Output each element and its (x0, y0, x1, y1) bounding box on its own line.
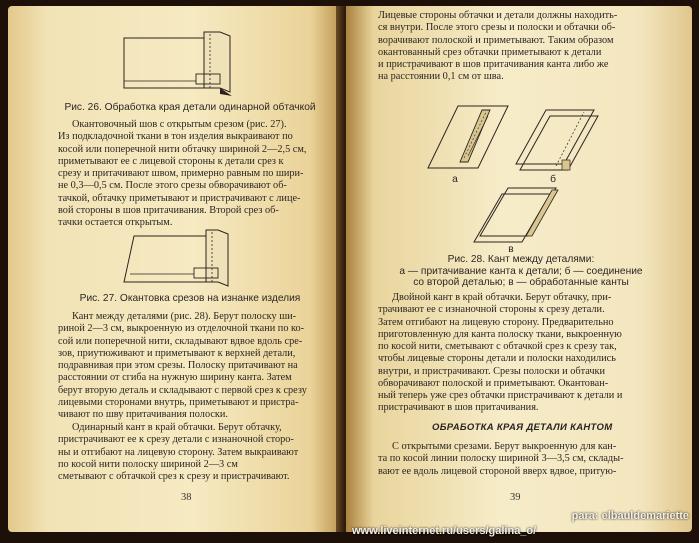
figure-27-drawing (120, 228, 240, 290)
text-line: подравнивая при этом срезы. Полоску притачивают на (58, 360, 298, 371)
section-heading: ОБРАБОТКА КРАЯ ДЕТАЛИ КАНТОМ (432, 422, 613, 433)
text-line: и пристрачивают в шов притачивания канта либо же (378, 59, 609, 70)
text-line: Окантовочный шов с открытым срезом (рис. 27). (72, 119, 287, 130)
figure-28-part-c (474, 188, 558, 242)
text-line: по косой нити, сметывают с обтачкой срез к срезу так, (378, 341, 617, 352)
figure-26-caption: Рис. 26. Обработка края детали одинарной обтачкой (64, 102, 316, 113)
caption-line: Рис. 28. Кант между деталями: (447, 254, 595, 265)
figure-27-caption: Рис. 27. Окантовка срезов на изнанке изделия (79, 293, 301, 304)
text-line: Затем отгибают на лицевую сторону. Предварительно (378, 316, 614, 328)
text-line: окантованный срез обтачки приметывают к детали (378, 46, 602, 58)
text-line: приметывают ее с лицевой стороны к детали срез к (58, 155, 284, 167)
paragraph-piping-between-parts (58, 311, 328, 421)
text-line: зов, приутюживают и приметывают к верхней детали, (58, 347, 296, 359)
figure-28-part-b (516, 110, 598, 170)
figure-28-label-c: в (508, 244, 514, 255)
text-line: Двойной кант в край обтачки. Берут обтачку, при- (392, 292, 612, 303)
text-line: пристрачивают в шов притачивания. (378, 402, 539, 414)
text-line: сой или поперечной нити, складывают вдвое вдоль сре- (58, 335, 303, 347)
text-line: вают ее вдоль лицевой стороной вверх вдвое, притую- (378, 465, 617, 477)
text-line: Одинарный кант в край обтачки. Берут обтачку, (72, 422, 282, 433)
text-line: риной 2—3 см, выкроенную из отделочной ткани по ко- (58, 323, 305, 335)
text-line: срезу и притачивают швом, примерно равным по шири- (58, 168, 304, 179)
figure-28-part-a (428, 106, 508, 168)
text-line: С открытыми срезами. Берут выкроенную для кан- (392, 441, 617, 452)
text-line: на расстоянии 0,1 см от шва. (378, 71, 504, 83)
text-line: ный теперь уже срез обтачки пристрачивают к детали и (378, 390, 623, 401)
text-line: сметывают с обтачкой срез к срезу и пристрачивают. (58, 471, 290, 482)
text-line: та по косой линии полоску шириной 3—3,5 см, склады- (378, 453, 624, 465)
caption-line: а — притачивание канта к детали; б — соединение (399, 265, 643, 277)
figure-28 (416, 100, 626, 248)
text-line: не 0,3—0,5 см. После этого срезы обворачивают об- (58, 180, 287, 192)
text-line: чтобы лицевые стороны детали и полоски находились (378, 353, 616, 365)
text-line: Кант между деталями (рис. 28). Берут полоску ши- (72, 311, 297, 322)
text-line: ворачивают полоской и приметывают. Таким образом (378, 34, 614, 46)
right-page (346, 6, 692, 532)
text-line: обворачивают полоской и приметывают. Окантован- (378, 377, 609, 389)
watermark-url: www.liveinternet.ru/users/galina_o/ (352, 525, 537, 537)
text-line: Лицевые стороны обтачки и детали должны находить- (378, 10, 618, 21)
text-line: по косой нити полоску шириной 2—3 см (58, 458, 238, 470)
paragraph-single-piping (58, 422, 328, 483)
text-line: тачкой, обтачку приметывают и пристрачивают с лице- (58, 192, 301, 204)
text-line: ны и отгибают на лицевую сторону. Затем выкраивают (58, 446, 299, 458)
left-page (8, 6, 344, 532)
figure-28-label-a: а (452, 174, 458, 185)
paragraph-open-edges (378, 441, 656, 478)
paragraph-bound-seam (58, 119, 328, 229)
watermark-credit: para: elbauldemariette (571, 510, 689, 522)
paragraph-double-piping (378, 292, 656, 415)
text-line: косой или поперечной нити обтачку шириной 2—2,5 см, (58, 143, 307, 155)
text-line: ся внутри. После этого срезы и полоски и обтачки об- (378, 22, 616, 34)
paragraph-continued (378, 10, 656, 84)
figure-26 (120, 26, 240, 98)
page-number-left: 38 (181, 492, 192, 503)
page-number-right: 39 (510, 492, 521, 503)
text-line: расстоянии от сгиба на нужную ширину канта. Затем (58, 372, 292, 384)
text-line: берут вторую деталь и складывают с первой срез к срезу (58, 384, 307, 396)
figure-28-caption (392, 254, 650, 289)
figure-27 (120, 228, 240, 290)
figure-28-label-b: б (550, 174, 556, 185)
figure-26-drawing (120, 26, 240, 98)
text-line: внутри, и пристрачивают. Срезы полоски и обтачки (378, 365, 606, 377)
text-line: тачки остается открытым. (58, 217, 173, 228)
figure-28-drawing (416, 100, 626, 248)
text-line: вой стороны в шов притачивания. Второй срез об- (58, 204, 279, 216)
text-line: пристрачивают ее к срезу детали с изнаночной сторо- (58, 434, 294, 446)
text-line: приготовленную для канта полоску ткани, выкроенную (378, 328, 622, 340)
text-line: трачивают ее с изнаночной стороны к срезу детали. (378, 304, 605, 316)
caption-line: со второй деталью; в — обработанные канты (413, 277, 629, 288)
text-line: чивают по шву притачивания полоски. (58, 409, 229, 420)
text-line: лицевыми сторонами внутрь, приметывают и пристра- (58, 396, 299, 408)
text-line: Из подкладочной ткани в тон изделия выкраивают по (58, 131, 293, 143)
